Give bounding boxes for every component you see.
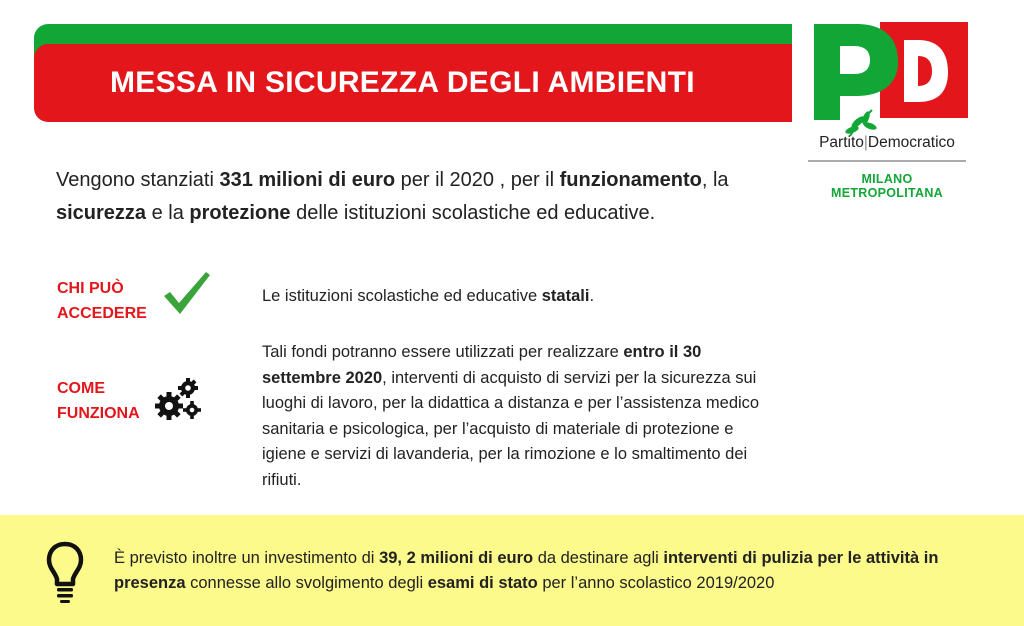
chi-text-end: . (589, 287, 595, 305)
note-highlight: esami di stato (427, 574, 538, 592)
lightbulb-icon (46, 541, 84, 605)
intro-text: delle istituzioni scolastiche ed educative. (290, 202, 656, 224)
chi-label (57, 276, 147, 326)
chi-text (262, 284, 762, 310)
come-text (262, 340, 762, 493)
gears-icon (152, 374, 202, 424)
logo-brand: Partito|Democratico (819, 134, 955, 151)
note-amount: 39, 2 milioni di euro (379, 549, 534, 567)
note-text (114, 546, 994, 596)
intro-text: e la (146, 202, 190, 224)
chi-text-main: Le istituzioni scolastiche ed educative (262, 287, 542, 305)
intro-text: Vengono stanziati (56, 169, 220, 191)
intro-paragraph (56, 164, 796, 230)
chi-label-line2: ACCEDERE (57, 305, 147, 322)
come-text-main: Tali fondi potranno essere utilizzati per realizzare (262, 343, 624, 361)
note-text-part: da destinare agli (533, 549, 664, 567)
logo-brand-left: Partito (819, 134, 864, 151)
note-text-part: connesse allo svolgimento degli (185, 574, 428, 592)
intro-highlight: funzionamento (559, 169, 702, 191)
come-label (57, 376, 140, 426)
note-text-part: È previsto inoltre un investimento di (114, 549, 380, 567)
intro-amount: 331 milioni di euro (219, 169, 396, 191)
checkmark-icon (162, 270, 212, 316)
note-text-part: per l’anno scolastico 2019/2020 (537, 574, 775, 592)
come-label-line2: FUNZIONA (57, 405, 140, 422)
intro-highlight: protezione (189, 202, 291, 224)
logo-divider (808, 160, 966, 162)
chi-text-bold: statali (541, 287, 590, 305)
page-title: MESSA IN SICUREZZA DEGLI AMBIENTI (110, 66, 695, 99)
intro-text: , la (701, 169, 729, 191)
come-text-rest: , interventi di acquisto di servizi per la sicurezza sui luoghi di lavoro, per la didattica a distanza e per l’assistenza medico sanitaria e psicologica, per l’acquisto di materiale di protezione e igiene e servizi di lavanderia, per la rimozione e lo smaltimento dei rifiuti. (262, 368, 760, 489)
come-label-line1: COME (57, 380, 105, 397)
intro-highlight: sicurezza (56, 202, 147, 224)
olive-branch-icon (844, 110, 877, 136)
come-text-deadline: entro il 30 settembre 2020 (262, 343, 702, 387)
chi-label-line1: CHI PUÒ (57, 280, 124, 297)
logo-brand-right: Democratico (867, 134, 955, 151)
note-highlight: interventi di pulizia per le attività in presenza (114, 549, 939, 592)
banner (34, 44, 792, 122)
logo-subtitle: MILANO METROPOLITANA (831, 172, 943, 200)
intro-text: per il 2020 , per il (395, 169, 560, 191)
